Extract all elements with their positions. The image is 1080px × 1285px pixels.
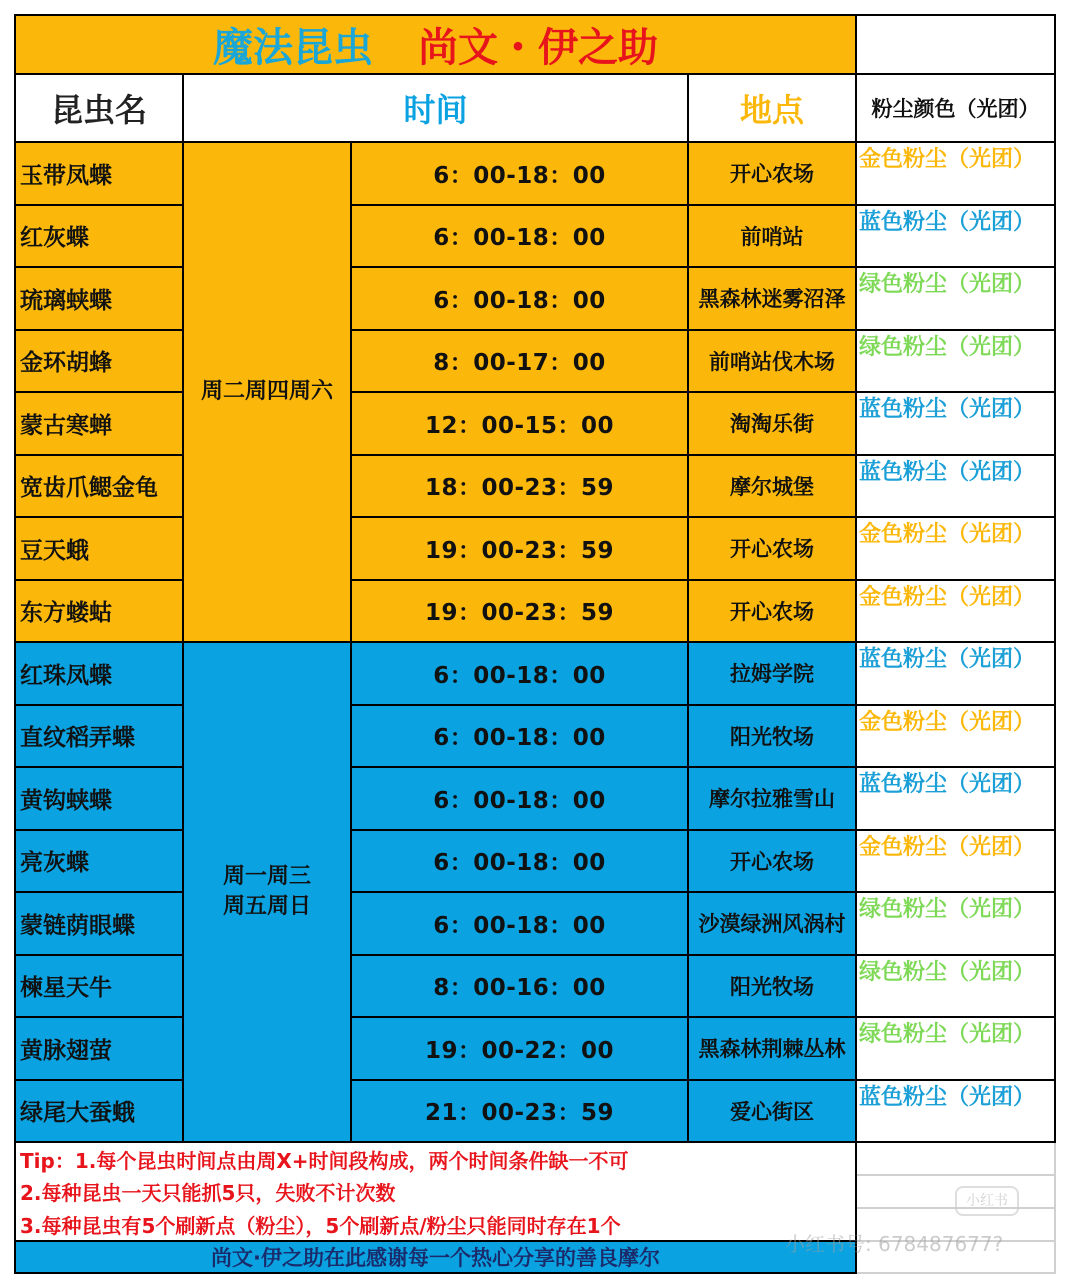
insect-place: 开心农场 bbox=[688, 517, 856, 580]
insect-name: 金环胡蜂 bbox=[15, 330, 183, 393]
insect-time: 6：00-18：00 bbox=[351, 767, 688, 830]
header-name: 昆虫名 bbox=[15, 74, 183, 142]
tip-text: Tip：1.每个昆虫时间点由周X+时间段构成，两个时间条件缺一不可 bbox=[15, 1142, 856, 1175]
insect-time: 6：00-18：00 bbox=[351, 642, 688, 705]
tip-text: 2.每种昆虫一天只能抓5只，失败不计次数 bbox=[15, 1175, 856, 1208]
insect-dust-color: 金色粉尘（光团） bbox=[856, 517, 1055, 580]
insect-row bbox=[15, 1017, 1055, 1080]
insect-place: 摩尔拉雅雪山 bbox=[688, 767, 856, 830]
insect-place: 拉姆学院 bbox=[688, 642, 856, 705]
insect-dust-color: 绿色粉尘（光团） bbox=[856, 267, 1055, 330]
insect-dust-color: 绿色粉尘（光团） bbox=[856, 892, 1055, 955]
tip-text: 3.每种昆虫有5个刷新点（粉尘），5个刷新点/粉尘只能同时存在1个 bbox=[15, 1208, 856, 1241]
insect-row bbox=[15, 142, 1055, 205]
tip-row bbox=[15, 1175, 1055, 1208]
insect-place: 前哨站 bbox=[688, 205, 856, 268]
insect-dust-color: 蓝色粉尘（光团） bbox=[856, 642, 1055, 705]
insect-time: 6：00-18：00 bbox=[351, 142, 688, 205]
insect-dust-color: 金色粉尘（光团） bbox=[856, 830, 1055, 893]
insect-place: 前哨站伐木场 bbox=[688, 330, 856, 393]
insect-row bbox=[15, 580, 1055, 643]
insect-dust-color: 蓝色粉尘（光团） bbox=[856, 1080, 1055, 1143]
insect-place: 黑森林荆棘丛林 bbox=[688, 1017, 856, 1080]
weekday-group bbox=[183, 642, 351, 1142]
insect-dust-color: 蓝色粉尘（光团） bbox=[856, 392, 1055, 455]
insect-row bbox=[15, 767, 1055, 830]
insect-dust-color: 蓝色粉尘（光团） bbox=[856, 767, 1055, 830]
insect-time: 19：00-23：59 bbox=[351, 517, 688, 580]
insect-row bbox=[15, 205, 1055, 268]
tip-row bbox=[15, 1142, 1055, 1175]
insect-time: 12：00-15：00 bbox=[351, 392, 688, 455]
title-cell bbox=[15, 15, 856, 74]
header-time: 时间 bbox=[183, 74, 688, 142]
insect-dust-color: 金色粉尘（光团） bbox=[856, 142, 1055, 205]
insect-name: 楝星天牛 bbox=[15, 955, 183, 1018]
insect-row bbox=[15, 330, 1055, 393]
tip-blank-cell bbox=[856, 1142, 1055, 1175]
insect-time: 19：00-22：00 bbox=[351, 1017, 688, 1080]
watermark-text: 小红书号: 678487677? bbox=[785, 1232, 1004, 1256]
insect-name: 蒙链荫眼蝶 bbox=[15, 892, 183, 955]
weekday-label: 周二周四周六 bbox=[200, 379, 333, 404]
insect-place: 黑森林迷雾沼泽 bbox=[688, 267, 856, 330]
xiaohongshu-logo: 小红书 bbox=[955, 1186, 1019, 1216]
insect-dust-color: 金色粉尘（光团） bbox=[856, 705, 1055, 768]
insect-time: 6：00-18：00 bbox=[351, 892, 688, 955]
insect-name: 琉璃蛱蝶 bbox=[15, 267, 183, 330]
insect-place: 开心农场 bbox=[688, 142, 856, 205]
insect-place: 淘淘乐街 bbox=[688, 392, 856, 455]
footer-thanks: 尚文·伊之助在此感谢每一个热心分享的善良摩尔 bbox=[15, 1241, 856, 1273]
insect-dust-color: 蓝色粉尘（光团） bbox=[856, 205, 1055, 268]
insect-row bbox=[15, 267, 1055, 330]
header-row bbox=[15, 74, 1055, 142]
insect-dust-color: 蓝色粉尘（光团） bbox=[856, 455, 1055, 518]
insect-dust-color: 金色粉尘（光团） bbox=[856, 580, 1055, 643]
header-place: 地点 bbox=[688, 74, 856, 142]
insect-name: 黄钩蛱蝶 bbox=[15, 767, 183, 830]
insect-name: 红珠凤蝶 bbox=[15, 642, 183, 705]
insect-name: 玉带凤蝶 bbox=[15, 142, 183, 205]
insect-time: 21：00-23：59 bbox=[351, 1080, 688, 1143]
insect-table-sheet bbox=[14, 14, 1054, 1274]
insect-row bbox=[15, 455, 1055, 518]
insect-place: 开心农场 bbox=[688, 830, 856, 893]
insect-time: 18：00-23：59 bbox=[351, 455, 688, 518]
insect-name: 宽齿爪鳃金龟 bbox=[15, 455, 183, 518]
insect-row bbox=[15, 517, 1055, 580]
title-row bbox=[15, 15, 1055, 74]
insect-time: 8：00-16：00 bbox=[351, 955, 688, 1018]
weekday-label: 周一周三 周五周日 bbox=[222, 864, 311, 919]
title-blank-cell bbox=[856, 15, 1055, 74]
insect-time: 6：00-18：00 bbox=[351, 267, 688, 330]
insect-name: 绿尾大蚕蛾 bbox=[15, 1080, 183, 1143]
insect-time: 6：00-18：00 bbox=[351, 205, 688, 268]
insect-time: 19：00-23：59 bbox=[351, 580, 688, 643]
insect-dust-color: 绿色粉尘（光团） bbox=[856, 330, 1055, 393]
insect-name: 豆天蛾 bbox=[15, 517, 183, 580]
insect-place: 阳光牧场 bbox=[688, 705, 856, 768]
insect-name: 蒙古寒蝉 bbox=[15, 392, 183, 455]
insect-row bbox=[15, 642, 1055, 705]
main-title: 魔法昆虫 bbox=[212, 25, 373, 71]
header-dust: 粉尘颜色（光团） bbox=[856, 74, 1055, 142]
insect-name: 红灰蝶 bbox=[15, 205, 183, 268]
insect-table bbox=[14, 14, 1056, 1274]
insect-name: 直纹稻弄蝶 bbox=[15, 705, 183, 768]
insect-time: 6：00-18：00 bbox=[351, 830, 688, 893]
insect-row bbox=[15, 955, 1055, 1018]
insect-place: 爱心街区 bbox=[688, 1080, 856, 1143]
insect-row bbox=[15, 892, 1055, 955]
weekday-group bbox=[183, 142, 351, 642]
insect-row bbox=[15, 392, 1055, 455]
insect-row bbox=[15, 830, 1055, 893]
insect-place: 阳光牧场 bbox=[688, 955, 856, 1018]
author-title: 尚文・伊之助 bbox=[418, 25, 659, 71]
insect-place: 摩尔城堡 bbox=[688, 455, 856, 518]
insect-dust-color: 绿色粉尘（光团） bbox=[856, 955, 1055, 1018]
insect-place: 沙漠绿洲风涡村 bbox=[688, 892, 856, 955]
insect-dust-color: 绿色粉尘（光团） bbox=[856, 1017, 1055, 1080]
insect-place: 开心农场 bbox=[688, 580, 856, 643]
insect-row bbox=[15, 705, 1055, 768]
insect-time: 6：00-18：00 bbox=[351, 705, 688, 768]
insect-row bbox=[15, 1080, 1055, 1143]
insect-name: 黄脉翅萤 bbox=[15, 1017, 183, 1080]
insect-name: 亮灰蝶 bbox=[15, 830, 183, 893]
insect-time: 8：00-17：00 bbox=[351, 330, 688, 393]
insect-name: 东方蝼蛄 bbox=[15, 580, 183, 643]
